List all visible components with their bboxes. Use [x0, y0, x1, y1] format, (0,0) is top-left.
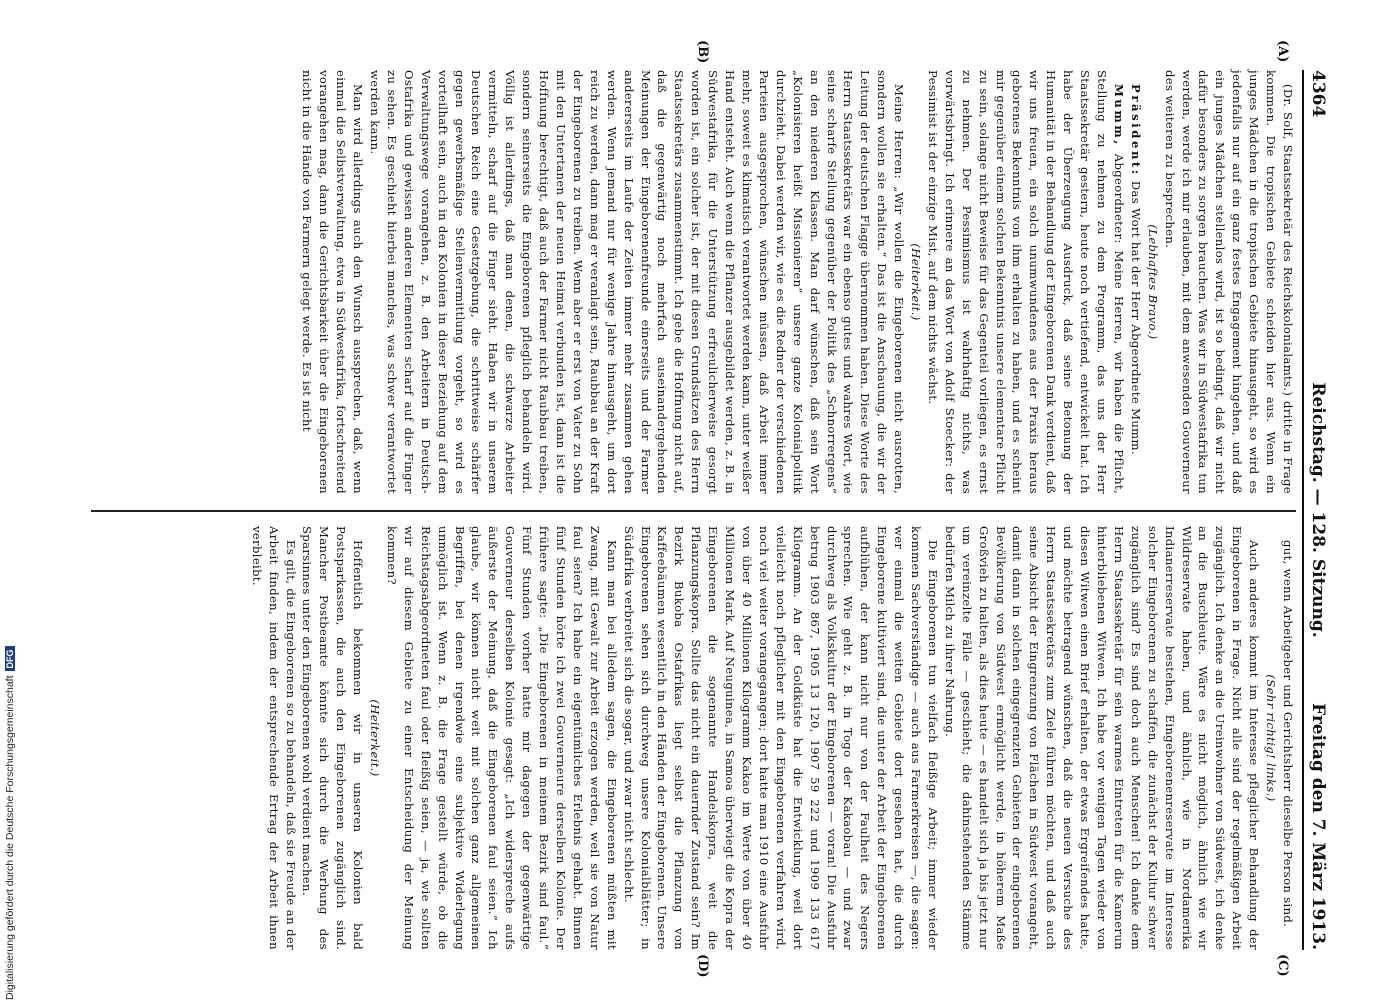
paragraph: Die Eingeborenen tun vielfach fleißige Arbeit; immer wieder kommen Sachverständige — auch aus Farmerkreisen —, die sagen: wer einmal die weiten Gebiete dort gesehen hat, die durch Eingeborene kultiviert sind, die unter der Arbeit der Eingeborenen aufblühen, der kann nicht nur von der Faulheit des Negers sprechen. Wie geht z. B. in Togo der Kakaobau — und zwar durchweg als Volkskultur der Eingeborenen — voran! Die Ausfuhr betrug 1903 867, 1905 13 120, 1907 59 222 und 1909 133 617 Kilogramm. An der Goldküste hat die Entwicklung, weil dort vielleicht noch pfleglicher mit den Eingeborenen verfahren wird, noch viel weiter vorangegangen; dort hatte man 1910 eine Ausfuhr von über 40 Millionen Kilogramm Kakao im Werte von über 40 Millionen Mark. Auf Neuguinea, in Samoa überwiegt die Kopra der Eingeborenen die sogenannte Handelskopra, weit die Pflanzungskopra. Sollte das nicht ein dauernder Zustand sein? Im Bezirk Bukoba Ostafrikas liegt selbst die Pflanzung von Kaffeebäumen wesentlich in den Händen der Eingeborenen. Unsere Eingeborenen sehen sich durchweg unsere Kolonialblätter; in Südafrika verbreitet sich die sogar, und zwar nicht schlecht.	[621, 526, 940, 950]
page-number: 4364	[1308, 70, 1328, 118]
paragraph: gut, wenn Arbeitgeber und Gerichtsherr dieselbe Person sind.	[1281, 540, 1295, 928]
rotated-page-content	[70, 40, 1330, 978]
margin-marker-d: (D)	[695, 954, 710, 978]
paragraph: (Dr. Solf, Staatssekretär des Reichskolonialamts.) dritte in Frage kommen. Die tropischen Gebiete scheiden hier aus. Wenn ein junges Mädchen in die tropischen Gebiete hinausgeht, so wird es jedenfalls nur auf ein ganz festes Engagement hingehen, und daß ein junges Mädchen stellenlos wird, ist so bedingt, daß wir nicht dafür besonders zu sorgen brauchen. Was wir in Südwestafrika tun werden, werde ich mir erlauben, mit dem anwesenden Gouverneur des weiteren zu besprechen.	[1162, 70, 1295, 494]
paragraph: Es gilt, die Eingeborenen so zu behandeln, daß sie Freude an der Arbeit finden, indem der entsprechende Ertrag der Arbeit ihnen verbleibt.	[249, 526, 298, 950]
speaker-name: Mumm,	[1111, 84, 1126, 147]
interjection: (Sehr richtig! links.)	[1264, 674, 1279, 802]
margin-marker-c: (C)	[1275, 954, 1290, 977]
margin-marker-b: (B)	[695, 40, 710, 64]
right-column	[86, 526, 1296, 950]
paragraph-text: Das Wort hat der Herr Abgeordnete Mumm.	[1128, 180, 1143, 455]
header-title: Reichstag. — 128. Sitzung.	[1308, 382, 1328, 638]
speaker-name: Präsident:	[1128, 84, 1143, 177]
interjection: (Heiterkeit.)	[368, 699, 383, 777]
credit-text: Digitalisierung gefördert durch die Deutsche Forschungsgemeinschaft	[4, 675, 16, 1000]
paragraph-text: Abgeordneter: Meine Herren, wir haben die Pflicht, Stellung zu nehmen zu dem Programm, das uns der Herr Staatssekretär gestern, heute noch vertiefend, entwickelt hat. Ich habe der Überzeugung Ausdruck, daß seine Betonung der Humanität in der Behandlung der Eingeborenen Dank verdient, daß wir uns freuen, ein solch unumwundenes aus der Praxis heraus geborenes Bekenntnis von ihm erhalten zu haben, und es scheint mir gegenüber einem solchen Bekenntnis unsere elementare Pflicht zu sein, solange nicht Beweise für das Gegenteil vorliegen, es ernst zu nehmen. Der Pessimismus ist wahrhaftig nichts, was vorwärtsbringt. Ich erinnere an das Wort von Adolf Stoecker: der Pessimist ist der einzige Mist, auf dem nichts wächst.	[925, 70, 1126, 495]
paragraph: Man wird allerdings auch den Wunsch aussprechen, daß, wenn einmal die Selbstverwaltung, etwa in Südwestafrika, fortschreitend vorangehen mag, dann die Gerichtsbarkeit über die Eingeborenen nicht in die Hände von Farmern gelegt werde. Es ist nicht	[300, 70, 366, 494]
page-header	[1302, 70, 1330, 950]
left-column	[86, 70, 1296, 494]
paragraph	[1127, 70, 1144, 494]
column-divider	[91, 510, 1296, 512]
paragraph: Meine Herren: „Wir wollen die Eingeborenen nicht ausrotten, sondern wollen sie erhalten.“ Das ist die Anschauung, die wir der Leitung der deutschen Flagge übernommen haben. Diese Worte des Herrn Staatssekretärs war ein ebenso gutes und wahres Wort, wie seine scharfe Stellung gegenüber der Politik des „Schnorrergens“ an den niederen Klassen. Man darf wünschen, daß sein Wort „Kolonisieren heißt Missionieren“ unsere ganze Kolonialpolitik durchzieht. Dabei werden wir, wie es die Redner der verschiedenen Parteien ausgesprochen, wünschen müssen, daß Arbeit immer mehr, soweit es klimatisch verantwortet werden kann, unter weißer Hand entsteht. Auch wenn die Pflanzer ausgebildet werden, z. B. in Südwestafrika, für die Unterstützung erfreulicherweise gesorgt worden ist, ein solcher ist, der mit diesen Grundsätzen des Herrn Staatssekretärs zusammenstimmt. Ich gebe die Hoffnung nicht auf, daß die gegenwärtig noch mehrfach auseinandergehenden Meinungen der Eingeborenenfreunde einerseits und der Farmer andererseits im Laufe der Zeiten immer mehr zusammen gehen werden. Wenn jemand nur für wenige Jahre hinausgeht, um dort reich zu werden, dann mag er veranlagt sein, Raubbau an der Kraft der Eingeborenen zu treiben. Wenn aber er erst von Vater zu Sohn mit den Untertanen der neuen Heimat verbunden ist, dann ist die Hoffnung berechtigt, daß auch der Farmer nicht Raubbau treiben, sondern seinerseits die Eingeborenen pfleglich behandeln wird. Völlig ist allerdings, daß man denen, die schwarze Arbeiter vermitteln, scharf auf die Finger sieht. Haben wir in unserem Deutschen Reich eine Gesetzgebung, die schrittweise schärfer gegen gewerbsmäßige Stellenvermittlung vorgeht, so wird es vorteilhaft sein, auch in den Kolonien in dieser Beziehung auf dem Verwaltungswege vorangehen, z. B. den Arbeitern in Deutsch-Ostafrika und gewissen anderen Elementen scharf auf die Finger zu sehen. Es geschieht hierbei manches, was schwer verantwortet werden kann.	[368, 70, 907, 494]
paragraph: Auch anderes kommt im Interesse pfleglicher Behandlung der Eingeborenen in Frage. Nicht alle sind der regelmäßigen Arbeit zugänglich. Ich denke an die Ureinwohner von Südwest, ich denke an die Buschleute. Wäre es nicht möglich, ähnlich wie wir Wildreservate haben, und ähnlich, wie in Nordamerika Indianerreservate bestehen, Eingeborenenreservate im Interesse solcher Eingeborenen zu schaffen, die zunächst der Kultur schwer zugänglich sind? Es sind doch auch Menschen! Ich danke dem Herrn Staatssekretär für sein warmes Eintreten für die Kamerun hinterbliebenen Witwen. Ich habe vor wenigen Tagen wieder von diesen Witwen einen Brief erhalten, der etwas Ergreifendes hatte, und möchte betragend wünschen, daß die neuen Versuche des Herrn Staatssekretärs zum Ziele führen möchten, und daß auch seine Absicht der Eingrenzung von Flächen in Südwest vorangeht, damit dann in solchen eingegrenzten Gebieten der eingeborenen Bevölkerung von Südwest ermöglicht werde, in höherem Maße Großvieh zu halten, als dies heute — es handelt sich ja bis jetzt nur um vereinzelte Fälle — geschieht; die dahinstehenden Stämme bedürfen Milch zu ihrer Nahrung.	[942, 526, 1262, 950]
interjection: (Lebhaftes Bravo.)	[1145, 224, 1160, 340]
dfg-logo: DFG	[5, 646, 15, 671]
margin-marker-a: (A)	[1275, 40, 1290, 63]
paragraph	[924, 70, 1127, 494]
header-date: Freitag den 7. März 1913.	[1308, 703, 1328, 950]
interjection: (Heiterkeit.)	[909, 243, 924, 321]
paragraph: Kann man bei alledem sagen, die Eingeborenen müßten mit Zwang, mit Gewalt zur Arbeit erzogen werden, weil sie von Natur faul seien? Ich habe ein eigentümliches Erlebnis gehabt. Binnen fünf Stunden hörte ich zwei Gouverneure derselben Kolonie. Der frühere sagte: „Die Eingeborenen in meinem Bezirk sind faul.“ Fünf Stunden vorher hatte mir dagegen der gegenwärtige Gouverneur derselben Kolonie gesagt: „Ich widerspreche aufs äußerste der Meinung, daß die Eingeborenen faul seien.“ Ich glaube, wir können nicht weit mit solchen ganz allgemeinen Begriffen, bei denen irgendwie eine subjektive Widerlegung unmöglich ist. Wenn z. B. die Frage gestellt würde, ob die Reichstagsabgeordneten faul oder fleißig seien, — ja, wie sollten wir auf diesem Gebiete zu einer Entscheidung der Meinung kommen?	[384, 526, 619, 950]
paragraph: Hoffentlich bekommen wir in unseren Kolonien bald Postsparkassen, die auch den Eingeborenen zugänglich sind. Mancher Postbeamte könnte sich durch die Werbung des Sparsinnes unter den Eingeborenen wohl verdient machen.	[300, 526, 366, 950]
digitization-credit	[4, 10, 20, 1000]
